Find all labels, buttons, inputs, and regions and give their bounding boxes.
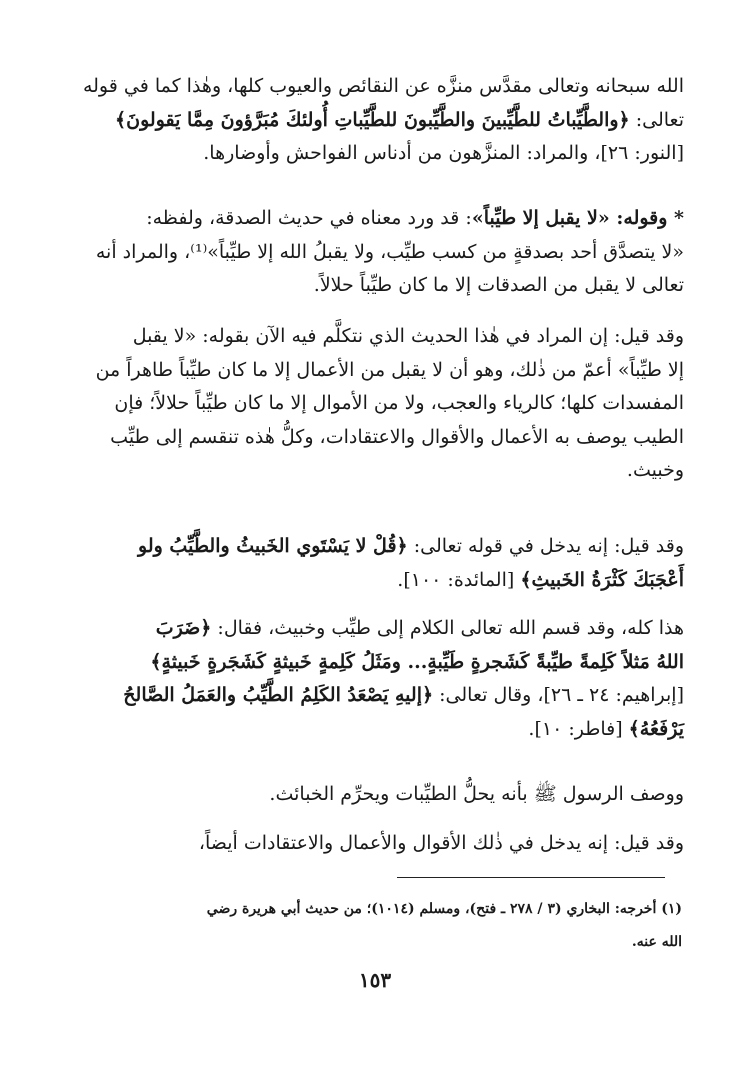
line: تعالى لا يقبل من الصدقات إلا ما كان طيِّباً حلالاً. <box>313 274 684 296</box>
line: [النور: ٢٦]، والمراد: المنزَّهون من أدناس الفواحش وأوضارها. <box>203 142 684 164</box>
text: هذا كله، وقد قسم الله تعالى الكلام إلى طيِّب وخبيث، فقال: <box>211 617 684 639</box>
line <box>64 564 684 598</box>
paragraph-7 <box>64 827 684 861</box>
paragraph-5 <box>64 612 684 746</box>
quran-verse: ﴿ضَرَبَ <box>155 617 212 639</box>
text: [إبراهيم: ٢٤ ـ ٢٦]، وقال تعالى: <box>433 684 684 706</box>
paragraph-2 <box>64 202 684 303</box>
paragraph-1 <box>64 70 684 171</box>
paragraph-4 <box>64 530 684 597</box>
line: الله سبحانه وتعالى مقدَّس منزَّه عن النقائص والعيوب كلها، وهٰذا كما في قوله <box>82 75 684 97</box>
quran-verse: يَرْفَعُهُ﴾ <box>628 717 684 740</box>
footnote-line: (١) أخرجه: البخاري (٣ / ٢٧٨ ـ فتح)، ومسلم (١٠١٤)؛ من حديث أبي هريرة رضي <box>206 901 682 917</box>
quran-verse: ﴿قُلْ لا يَسْتَوي الخَبيثُ والطَّيِّبُ ولو <box>138 535 408 557</box>
quran-verse: أَعْجَبَكَ كَثْرَةُ الخَبيثِ﴾ <box>520 568 684 591</box>
text: وقد قيل: إنه يدخل في قوله تعالى: <box>407 535 684 557</box>
quran-verse-line: اللهُ مَثلاً كَلِمةً طيِّبةً كَشَجرةٍ طَيِّبةٍ... ومَثَلُ كَلِمةٍ خَبيثةٍ كَشَجَرةٍ خَبيثةٍ﴾ <box>150 650 684 673</box>
text: تعالى: <box>629 108 684 131</box>
hadith-heading: * وقوله: «لا يقبل إلا طيِّباً» <box>471 207 684 229</box>
line: المفسدات كلها؛ كالرياء والعجب، ولا من الأموال إلا ما كان طيِّباً حلالاً؛ فإن <box>114 392 684 414</box>
footnote-line: الله عنه. <box>631 934 682 950</box>
line <box>64 202 684 236</box>
text: : قد ورد معناه في حديث الصدقة، ولفظه: <box>146 207 472 229</box>
line: ووصف الرسول ﷺ بأنه يحلُّ الطيِّبات ويحرِّم الخبائث. <box>269 783 684 805</box>
line: إلا طيِّباً» أعمّ من ذٰلك، وهو أن لا يقبل من الأعمال إلا ما كان طيِّباً طاهراً من <box>95 358 684 381</box>
footnote-separator <box>397 877 665 878</box>
quran-verse: ﴿والطَّيِّباتُ للطَّيِّبينَ والطَّيِّبونَ للطَّيِّباتِ أُولئكَ مُبَرَّؤونَ مِمَّا يَقولونَ﴾ <box>115 108 630 131</box>
quran-verse: ﴿إليهِ يَصْعَدُ الكَلِمُ الطَّيِّبُ والعَمَلُ الصَّالحُ <box>123 684 434 706</box>
line <box>64 713 684 747</box>
footnote <box>72 893 682 959</box>
line <box>64 612 684 646</box>
page-number: ١٥٣ <box>358 968 392 992</box>
text: [فاطر: ١٠]. <box>528 717 629 740</box>
paragraph-6 <box>64 778 684 812</box>
line <box>64 679 684 713</box>
line: الطيب يوصف به الأعمال والأقوال والاعتقادات، وكلُّ هٰذه تنقسم إلى طيِّب <box>110 425 684 448</box>
line: وقد قيل: إنه يدخل في ذٰلك الأقوال والأعمال والاعتقادات أيضاً، <box>198 832 684 854</box>
text: [المائدة: ١٠٠]. <box>397 568 521 591</box>
line: وقد قيل: إن المراد في هٰذا الحديث الذي نتكلَّم فيه الآن بقوله: «لا يقبل <box>132 325 684 347</box>
line: وخبيث. <box>626 459 684 481</box>
paragraph-3 <box>64 320 684 488</box>
line: «لا يتصدَّق أحد بصدقةٍ من كسب طيِّب، ولا يقبلُ الله إلا طيِّباً»⁽¹⁾، والمراد أنه <box>95 240 684 263</box>
line <box>64 104 684 138</box>
line <box>64 530 684 564</box>
